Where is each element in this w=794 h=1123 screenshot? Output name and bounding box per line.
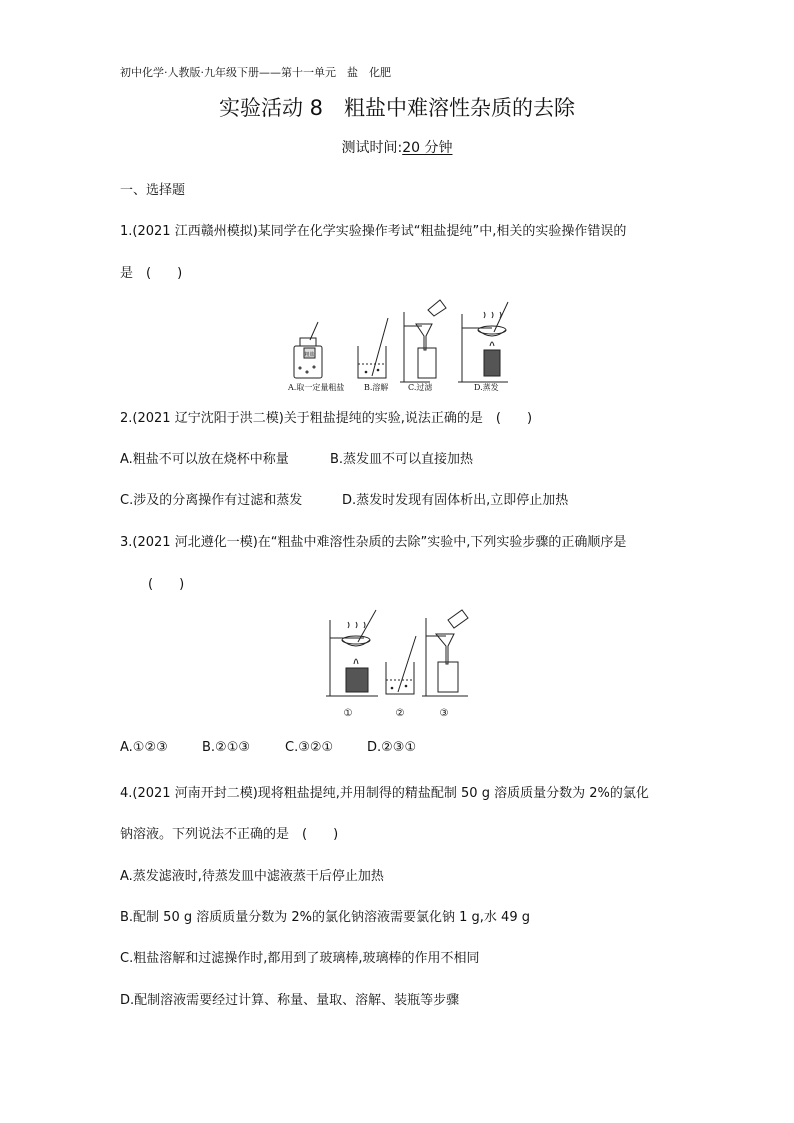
q4-option-a: A.蒸发滤液时,待蒸发皿中滤液蒸干后停止加热: [120, 869, 384, 884]
q2-option-d: D.蒸发时发现有固体析出,立即停止加热: [342, 493, 569, 508]
q3-stem-line1: 3.(2021 河北遵化一模)在“粗盐中难溶性杂质的去除”实验中,下列实验步骤的正确顺序是: [120, 535, 627, 550]
q1-stem-line1: 1.(2021 江西赣州模拟)某同学在化学实验操作考试“粗盐提纯”中,相关的实验操作错误的: [120, 224, 627, 239]
evaporation-apparatus-icon: [458, 302, 508, 382]
q3-stem-line2: ( ): [148, 577, 185, 592]
evaporation-apparatus-icon: [326, 610, 378, 696]
q3-option-c: C.③②①: [285, 740, 334, 755]
q1-label-d: D.蒸发: [474, 383, 499, 392]
q3-option-a: A.①②③: [120, 740, 168, 755]
q3-label-1: ①: [343, 708, 353, 719]
q4-option-c: C.粗盐溶解和过滤操作时,都用到了玻璃棒,玻璃棒的作用不相同: [120, 951, 480, 966]
page-title: 实验活动 8 粗盐中难溶性杂质的去除: [218, 96, 576, 120]
q4-stem-line2: 钠溶液。下列说法不正确的是 ( ): [120, 827, 339, 842]
q1-stem-line2: 是 ( ): [120, 266, 183, 281]
q2-option-b: B.蒸发皿不可以直接加热: [330, 452, 474, 467]
q3-figure: [322, 606, 472, 722]
filtration-apparatus-icon: [422, 610, 468, 696]
beaker-dissolve-icon: [358, 318, 388, 378]
q3-label-2: ②: [395, 708, 405, 719]
q2-option-a: A.粗盐不可以放在烧杯中称量: [120, 452, 289, 467]
q4-option-d: D.配制溶液需要经过计算、称量、量取、溶解、装瓶等步骤: [120, 993, 460, 1008]
q3-option-b: B.②①③: [202, 740, 251, 755]
q1-label-c: C.过滤: [408, 383, 433, 392]
reagent-bottle-icon: [294, 322, 322, 378]
test-time-label: 测试时间:: [341, 140, 403, 156]
q2-stem: 2.(2021 辽宁沈阳于洪二模)关于粗盐提纯的实验,说法正确的是 ( ): [120, 411, 533, 426]
q3-option-d: D.②③①: [367, 740, 417, 755]
section-heading: 一、选择题: [120, 183, 186, 198]
q4-stem-line1: 4.(2021 河南开封二模)现将粗盐提纯,并用制得的精盐配制 50 g 溶质质量分数为 2%的氯化: [120, 786, 649, 801]
page-header: 初中化学·人教版·九年级下册——第十一单元 盐 化肥: [120, 66, 391, 79]
beaker-dissolve-icon: [386, 636, 416, 694]
filtration-apparatus-icon: [400, 300, 446, 382]
q4-option-b: B.配制 50 g 溶质质量分数为 2%的氯化钠溶液需要氯化钠 1 g,水 49 g: [120, 910, 530, 925]
q1-figure: [280, 288, 520, 396]
q2-option-c: C.涉及的分离操作有过滤和蒸发: [120, 493, 303, 508]
test-time: [0, 137, 794, 157]
q3-label-3: ③: [439, 708, 449, 719]
q1-label-b: B.溶解: [364, 383, 389, 392]
q1-label-a: A.取一定量粗盐: [288, 383, 345, 392]
test-time-value: 20 分钟: [402, 140, 453, 156]
bottle-label: 粗盐: [304, 352, 315, 358]
